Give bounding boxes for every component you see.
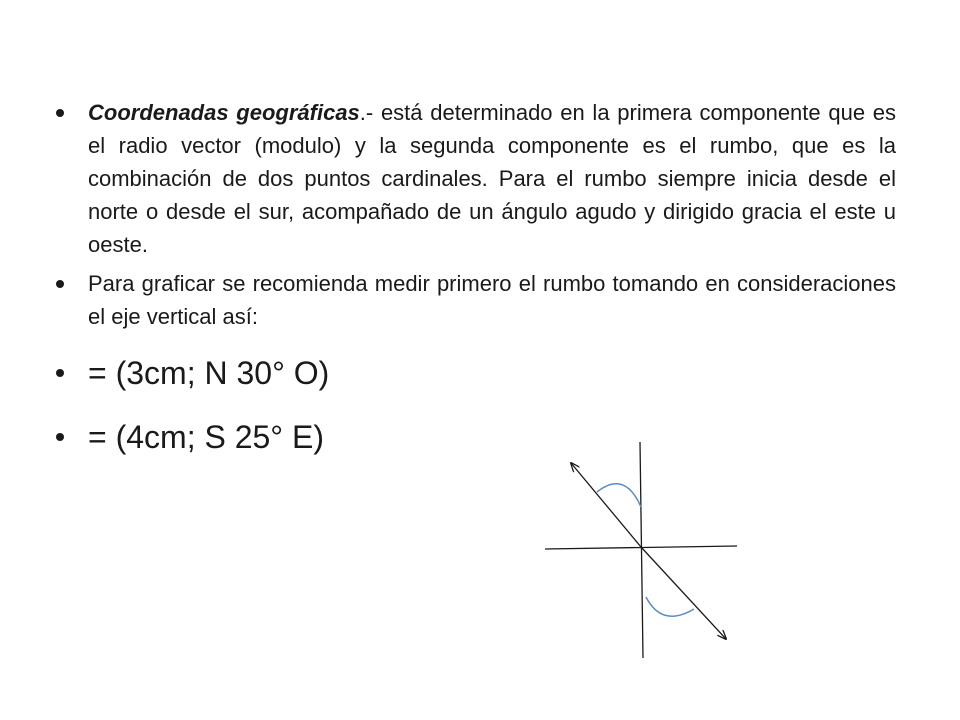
formula-1-text: = (3cm; N 30° O) [88, 355, 330, 391]
vector-north-west-arrow [571, 463, 641, 547]
north-angle-arc [597, 484, 641, 507]
formula-2-text: = (4cm; S 25° E) [88, 419, 324, 455]
vertical-axis [640, 442, 643, 658]
instruction-text: Para graficar se recomienda medir primero el rumbo tomando en consideraciones el eje vertical así: [88, 271, 896, 329]
term-label: Coordenadas geográficas [88, 100, 360, 125]
south-angle-arc [646, 597, 694, 616]
definition-text: .- está determinado en la primera componente que es el radio vector (modulo) y la segunda componente es el rumbo, que es la combinación de dos puntos cardinales. Para el rumbo siempre inicia desde el norte o desde el sur, acompañado de un ángulo agudo y dirigido gracia el este u oeste. [88, 100, 897, 257]
vector-south-east-arrow [641, 547, 726, 639]
